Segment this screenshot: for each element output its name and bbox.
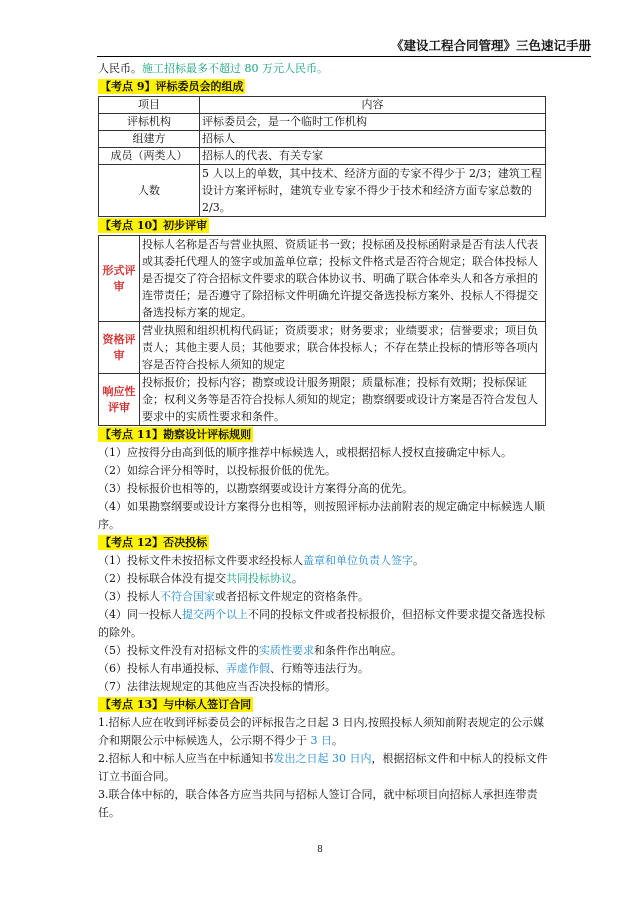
- item-text: 和条件作出响应。: [314, 644, 402, 657]
- list-item: [98, 552, 548, 570]
- list-item: [98, 588, 548, 606]
- kp10-label-cell: 资格评审: [99, 322, 140, 374]
- intro-highlight: 施工招标最多不超过 80 万元人民币。: [142, 62, 328, 75]
- item-highlight: 发出之日起 30 日内: [273, 752, 372, 765]
- kp9-header-item: 项目: [99, 97, 200, 114]
- page-content: [98, 60, 548, 822]
- table-row: [99, 322, 546, 374]
- kp9-content-cell: 招标人的代表、有关专家: [200, 148, 546, 165]
- item-highlight: 3 日: [310, 734, 332, 747]
- intro-line: [98, 60, 548, 78]
- header-rule: [97, 56, 591, 57]
- kp10-label-cell: 形式评审: [99, 236, 140, 322]
- item-text: 2.招标人和中标人应当在中标通知书: [98, 752, 274, 765]
- item-text: 不同的投标文件或者投标报价，但招标文件要求提交备选投标的除外。: [98, 608, 545, 639]
- item-text: （3）投标人: [98, 590, 160, 603]
- kp9-table: [98, 96, 546, 217]
- kp12-section: [98, 534, 548, 696]
- kp10-content-cell: 投标报价；投标内容；勘察或设计服务期限；质量标准；投标有效期；投标保证金；权利义务等是否符合投标人须知的规定；勘察纲要或设计方案是否符合发包人要求中的实质性要求和条件。: [140, 374, 546, 426]
- list-item: [98, 714, 548, 750]
- item-text: （7）法律法规规定的其他应当否决投标的情形。: [98, 680, 336, 693]
- list-item: （4）如果勘察纲要或设计方案得分也相等，则按照评标办法前附表的规定确定中标候选人顺序。: [98, 500, 545, 531]
- list-item: [98, 606, 548, 642]
- list-item: [98, 660, 548, 678]
- item-text: （5）投标文件没有对招标文件的: [98, 644, 259, 657]
- kp11-title: 【考点 11】勘察设计评标规则: [100, 428, 252, 441]
- table-row: [99, 165, 546, 217]
- kp9-header-row: [99, 97, 546, 114]
- item-text: 。: [292, 572, 303, 585]
- document-header-title: 《建设工程合同管理》三色速记手册: [390, 38, 591, 53]
- table-row: [99, 236, 546, 322]
- kp12-title: 【考点 12】否决投标: [100, 536, 208, 549]
- kp9-section: [98, 78, 548, 217]
- kp10-table: [98, 235, 546, 426]
- page-number: 8: [317, 845, 323, 855]
- item-text: （4）同一投标人: [98, 608, 182, 621]
- list-item: [98, 786, 548, 822]
- kp11-section: [98, 426, 548, 534]
- item-highlight: 不符合国家: [160, 590, 215, 603]
- kp13-title: 【考点 13】与中标人签订合同: [100, 698, 252, 711]
- kp10-content-cell: 投标人名称是否与营业执照、资质证书一致；投标函及投标函附录是否有法人代表或其委托代理人的签字或加盖单位章；投标文件格式是否符合规定；联合体投标人是否提交了符合招标文件要求的联合体协议书、明确了联合体牵头人和各方承担的连带责任；是否遵守了除招标文件明确允许提交备选投标方案外、投标人不得提交备选投标方案的规定。: [140, 236, 546, 322]
- item-text: 3.联合体中标的，联合体各方应当共同与招标人签订合同，就中标项目向招标人承担连带责任。: [98, 788, 538, 819]
- kp10-label-cell: 响应性评审: [99, 374, 140, 426]
- list-item: （1）应按得分由高到低的顺序推荐中标候选人，或根据招标人授权直接确定中标人。: [98, 446, 512, 459]
- kp13-section: [98, 696, 548, 822]
- item-text: 。: [332, 734, 343, 747]
- item-text: 。: [413, 554, 424, 567]
- item-text: （1）投标文件未按招标文件要求经投标人: [98, 554, 303, 567]
- list-item: [98, 678, 548, 696]
- item-highlight: 弄虚作假: [226, 662, 270, 675]
- item-text: ，根据招标文件和中标人的投标文件订立书面合同。: [98, 752, 548, 783]
- item-highlight: 提交两个以上: [182, 608, 248, 621]
- item-text: 1.招标人应在收到评标委员会的评标报告之日起 3 日内,按照投标人须知前附表规定的公示媒介和期限公示中标候选人，公示期不得少于: [98, 716, 544, 747]
- item-text: 、行贿等违法行为。: [270, 662, 369, 675]
- table-row: [99, 114, 546, 131]
- item-highlight: 共同投标协议: [226, 572, 292, 585]
- kp9-content-cell: 招标人: [200, 131, 546, 148]
- list-item: [98, 570, 548, 588]
- kp9-content-cell: 评标委员会，是一个临时工作机构: [200, 114, 546, 131]
- kp10-section: [98, 217, 548, 426]
- kp9-label-cell: 评标机构: [99, 114, 200, 131]
- kp9-content-cell: 5 人以上的单数，其中技术、经济方面的专家不得少于 2/3；建筑工程设计方案评标时，建筑专业专家不得少于技术和经济方面专家总数的 2/3。: [200, 165, 546, 217]
- table-row: [99, 374, 546, 426]
- list-item: （2）如综合评分相等时，以投标报价低的优先。: [98, 464, 336, 477]
- kp9-header-content: 内容: [200, 97, 546, 114]
- list-item: [98, 642, 548, 660]
- list-item: （3）投标报价也相等的，以勘察纲要或设计方案得分高的优先。: [98, 482, 413, 495]
- table-row: [99, 131, 546, 148]
- item-text: 或者招标文件规定的资格条件。: [215, 590, 369, 603]
- intro-prefix: 人民币。: [98, 62, 142, 75]
- kp9-label-cell: 组建方: [99, 131, 200, 148]
- item-highlight: 实质性要求: [259, 644, 314, 657]
- item-highlight: 盖章和单位负责人签字: [303, 554, 413, 567]
- kp9-label-cell: 成员（两类人）: [99, 148, 200, 165]
- kp9-label-cell: 人数: [99, 165, 200, 217]
- item-text: （2）投标联合体没有提交: [98, 572, 226, 585]
- kp10-title: 【考点 10】初步评审: [100, 219, 208, 232]
- kp9-title: 【考点 9】评标委员会的组成: [100, 80, 244, 93]
- kp10-content-cell: 营业执照和组织机构代码证；资质要求；财务要求；业绩要求；信誉要求；项目负责人；其他主要人员；其他要求；联合体投标人；不存在禁止投标的情形等各项内容是否符合投标人须知的规定: [140, 322, 546, 374]
- table-row: [99, 148, 546, 165]
- item-text: （6）投标人有串通投标、: [98, 662, 226, 675]
- list-item: [98, 750, 548, 786]
